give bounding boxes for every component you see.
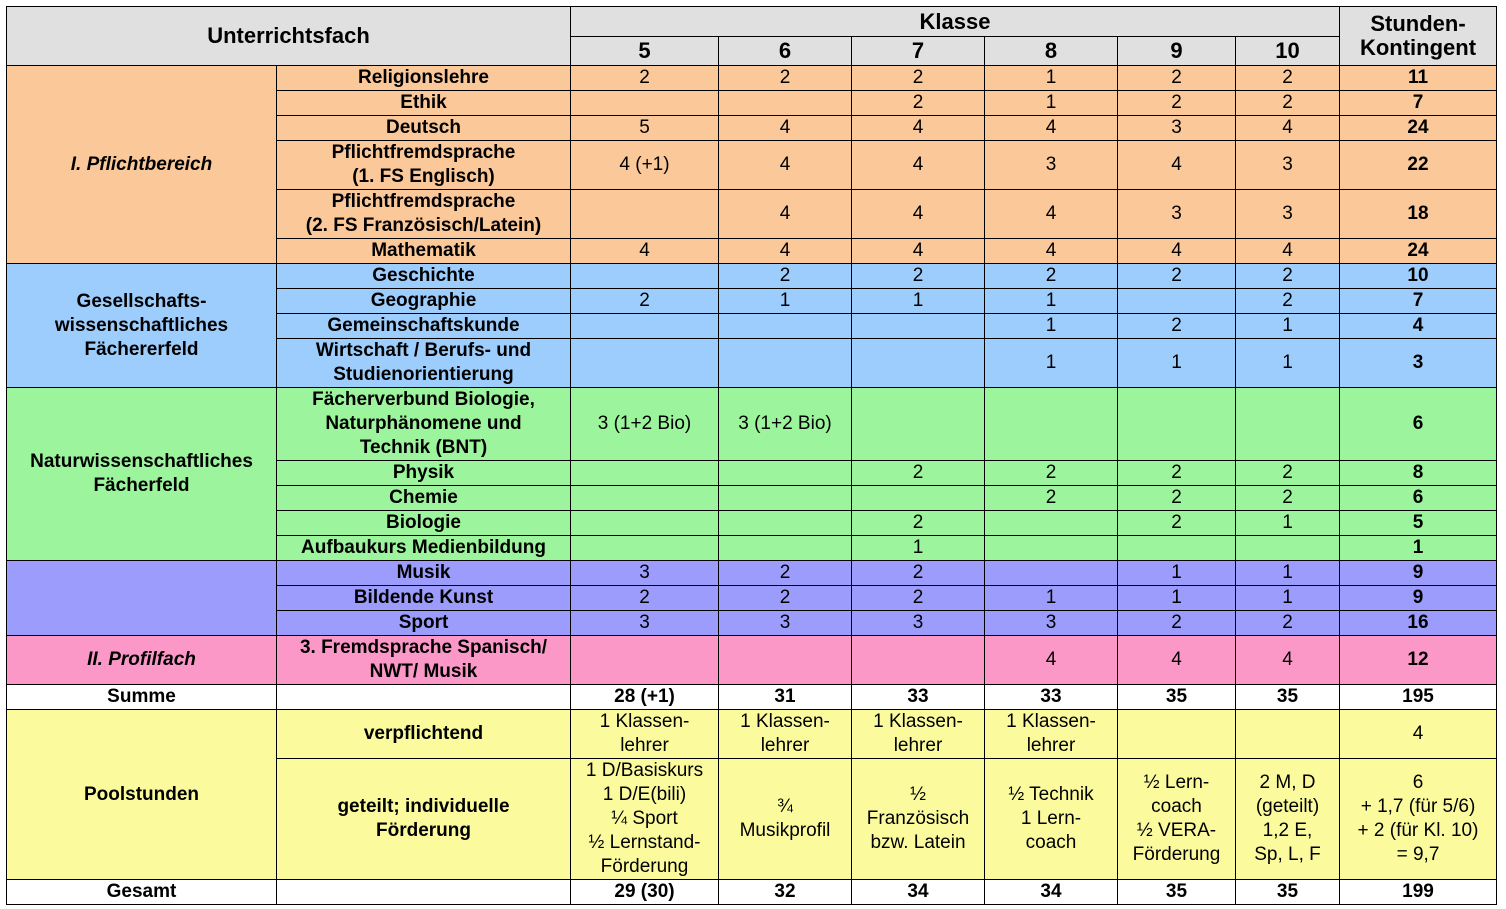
hours-cell: 4 (+1) [571, 141, 719, 190]
hours-cell: 4 [852, 141, 985, 190]
hours-cell: 3 [985, 611, 1118, 636]
hours-cell [571, 264, 719, 289]
hours-cell: 4 [852, 190, 985, 239]
subject-name: Physik [277, 461, 571, 486]
subject-name: 3. Fremdsprache Spanisch/ NWT/ Musik [277, 636, 571, 685]
hours-cell: 4 [719, 116, 852, 141]
gesamt-cell: 35 [1236, 880, 1340, 905]
pool-cell: ½ Lern- coach ½ VERA- Förderung [1118, 759, 1236, 880]
hours-cell: 1 [985, 91, 1118, 116]
hours-cell: 2 [852, 66, 985, 91]
gesamt-cell: 34 [852, 880, 985, 905]
subject-row [7, 264, 1497, 289]
pool-cell: ¾ Musikprofil [719, 759, 852, 880]
hours-cell [719, 314, 852, 339]
hours-cell [985, 388, 1118, 461]
hours-cell: 2 [1236, 289, 1340, 314]
hours-cell: 1 [985, 66, 1118, 91]
hours-cell: 2 [1236, 611, 1340, 636]
hours-cell: 2 [1236, 264, 1340, 289]
subject-name: Ethik [277, 91, 571, 116]
kontingent-cell: 18 [1340, 190, 1497, 239]
hours-cell [1118, 289, 1236, 314]
hours-cell: 4 [852, 239, 985, 264]
hours-cell [571, 636, 719, 685]
stundentafel-table [6, 6, 1497, 905]
subject-name: Pflichtfremdsprache (1. FS Englisch) [277, 141, 571, 190]
hours-cell: 2 [1118, 264, 1236, 289]
hours-cell: 3 [1236, 190, 1340, 239]
hours-cell: 4 [1118, 141, 1236, 190]
hours-cell [1118, 388, 1236, 461]
hours-cell: 4 [719, 141, 852, 190]
hours-cell: 3 [1118, 116, 1236, 141]
hours-cell [852, 486, 985, 511]
gesamt-cell: 29 (30) [571, 880, 719, 905]
hours-cell: 3 [1118, 190, 1236, 239]
hours-cell: 4 [985, 116, 1118, 141]
gesamt-blank [277, 880, 571, 905]
hours-cell [852, 636, 985, 685]
pool-cell: 2 M, D (geteilt) 1,2 E, Sp, L, F [1236, 759, 1340, 880]
subject-name: Bildende Kunst [277, 586, 571, 611]
kontingent-cell: 6 [1340, 388, 1497, 461]
kontingent-cell: 7 [1340, 289, 1497, 314]
hours-cell: 1 [719, 289, 852, 314]
subject-name: Chemie [277, 486, 571, 511]
kontingent-cell: 9 [1340, 561, 1497, 586]
subject-name: Mathematik [277, 239, 571, 264]
table-body [7, 7, 1497, 905]
pool-cell: 1 D/Basiskurs 1 D/E(bili) ¼ Sport ½ Lernstand- Förderung [571, 759, 719, 880]
grade-header: 10 [1236, 37, 1340, 66]
pool-total: 4 [1340, 710, 1497, 759]
gesamt-cell: 34 [985, 880, 1118, 905]
hours-cell: 2 [852, 511, 985, 536]
hours-cell: 4 [719, 239, 852, 264]
hours-cell [985, 561, 1118, 586]
pool-cell: 1 Klassen- lehrer [852, 710, 985, 759]
hours-cell: 1 [852, 536, 985, 561]
kontingent-cell: 4 [1340, 314, 1497, 339]
kontingent-cell: 7 [1340, 91, 1497, 116]
hours-cell: 4 [985, 190, 1118, 239]
summe-cell: 28 (+1) [571, 685, 719, 710]
hours-cell: 2 [1118, 91, 1236, 116]
hours-cell: 3 [571, 561, 719, 586]
subject-name: Gemeinschaftskunde [277, 314, 571, 339]
hours-cell [1236, 536, 1340, 561]
hours-cell: 2 [1118, 486, 1236, 511]
hours-cell: 1 [1236, 339, 1340, 388]
kontingent-cell: 3 [1340, 339, 1497, 388]
kontingent-cell: 5 [1340, 511, 1497, 536]
hours-cell [719, 636, 852, 685]
hours-cell: 1 [1236, 511, 1340, 536]
subject-row [7, 636, 1497, 685]
hours-cell [571, 461, 719, 486]
timetable-container [6, 6, 1497, 905]
subject-row [7, 388, 1497, 461]
hours-cell: 1 [985, 289, 1118, 314]
summe-label: Summe [7, 685, 277, 710]
hours-cell: 3 [985, 141, 1118, 190]
group-label-natur: Naturwissenschaftliches Fächerfeld [7, 388, 277, 561]
hours-cell: 2 [852, 91, 985, 116]
group-label-gesell: Gesellschafts- wissenschaftliches Fächererfeld [7, 264, 277, 388]
subject-row [7, 66, 1497, 91]
summe-total: 195 [1340, 685, 1497, 710]
subject-name: Musik [277, 561, 571, 586]
hours-cell [719, 536, 852, 561]
grade-header: 7 [852, 37, 985, 66]
hours-cell: 4 [852, 116, 985, 141]
pool-cell: ½ Französisch bzw. Latein [852, 759, 985, 880]
kontingent-cell: 6 [1340, 486, 1497, 511]
hours-cell [571, 91, 719, 116]
summe-blank [277, 685, 571, 710]
hours-cell: 4 [1236, 116, 1340, 141]
hours-cell [985, 536, 1118, 561]
hours-cell: 3 [852, 611, 985, 636]
subject-name: Pflichtfremdsprache (2. FS Französisch/Latein) [277, 190, 571, 239]
hours-cell: 4 [571, 239, 719, 264]
pool-cell: 1 Klassen- lehrer [985, 710, 1118, 759]
gesamt-total: 199 [1340, 880, 1497, 905]
hours-cell: 2 [985, 264, 1118, 289]
subject-name: Geographie [277, 289, 571, 314]
kontingent-cell: 22 [1340, 141, 1497, 190]
grade-header: 8 [985, 37, 1118, 66]
hours-cell [719, 339, 852, 388]
hours-cell: 1 [985, 339, 1118, 388]
gesamt-row [7, 880, 1497, 905]
subject-name: Biologie [277, 511, 571, 536]
hours-cell [571, 314, 719, 339]
pool-geteilt-label: geteilt; individuelle Förderung [277, 759, 571, 880]
hours-cell: 2 [1236, 461, 1340, 486]
subject-name: Deutsch [277, 116, 571, 141]
hours-cell: 2 [719, 66, 852, 91]
hours-cell: 4 [985, 636, 1118, 685]
subject-row [7, 561, 1497, 586]
subject-column-header: Unterrichtsfach [7, 7, 571, 66]
grade-header: 6 [719, 37, 852, 66]
pool-cell: ½ Technik 1 Lern- coach [985, 759, 1118, 880]
gesamt-label: Gesamt [7, 880, 277, 905]
summe-cell: 31 [719, 685, 852, 710]
summe-cell: 35 [1236, 685, 1340, 710]
hours-cell: 2 [1118, 611, 1236, 636]
kontingent-cell: 10 [1340, 264, 1497, 289]
hours-cell [985, 511, 1118, 536]
gesamt-cell: 35 [1118, 880, 1236, 905]
hours-cell: 1 [1118, 561, 1236, 586]
pool-cell [1236, 710, 1340, 759]
group-label-profil: II. Profilfach [7, 636, 277, 685]
hours-cell: 4 [1118, 239, 1236, 264]
hours-cell: 1 [985, 586, 1118, 611]
hours-cell: 4 [719, 190, 852, 239]
hours-cell [571, 190, 719, 239]
hours-cell: 3 [1236, 141, 1340, 190]
header-row-klasse [7, 7, 1497, 37]
hours-cell: 2 [852, 586, 985, 611]
hours-cell [1236, 388, 1340, 461]
hours-cell [571, 536, 719, 561]
hours-cell: 3 [571, 611, 719, 636]
subject-name: Aufbaukurs Medienbildung [277, 536, 571, 561]
hours-cell: 2 [1118, 314, 1236, 339]
hours-cell: 4 [1236, 239, 1340, 264]
hours-cell [719, 91, 852, 116]
hours-cell: 1 [852, 289, 985, 314]
hours-cell: 2 [1118, 66, 1236, 91]
hours-cell: 4 [1118, 636, 1236, 685]
hours-cell: 2 [719, 586, 852, 611]
hours-cell: 2 [719, 264, 852, 289]
hours-cell: 1 [1236, 561, 1340, 586]
hours-cell: 5 [571, 116, 719, 141]
hours-cell: 2 [985, 461, 1118, 486]
group-label-kunst [7, 561, 277, 636]
kontingent-cell: 24 [1340, 116, 1497, 141]
hours-cell: 4 [985, 239, 1118, 264]
hours-cell: 1 [985, 314, 1118, 339]
kontingent-cell: 16 [1340, 611, 1497, 636]
summe-row [7, 685, 1497, 710]
pool-verpflichtend-row [7, 710, 1497, 759]
hours-cell: 2 [985, 486, 1118, 511]
hours-cell [719, 511, 852, 536]
summe-cell: 33 [985, 685, 1118, 710]
subject-name: Wirtschaft / Berufs- und Studienorientierung [277, 339, 571, 388]
pool-verpflichtend-label: verpflichtend [277, 710, 571, 759]
hours-cell [571, 339, 719, 388]
hours-cell: 2 [1236, 486, 1340, 511]
gesamt-cell: 32 [719, 880, 852, 905]
hours-cell [1118, 536, 1236, 561]
kontingent-cell: 8 [1340, 461, 1497, 486]
hours-cell: 2 [1118, 461, 1236, 486]
hours-cell: 2 [719, 561, 852, 586]
hours-cell: 4 [1236, 636, 1340, 685]
hours-cell: 1 [1236, 314, 1340, 339]
hours-cell: 3 (1+2 Bio) [719, 388, 852, 461]
kontingent-cell: 12 [1340, 636, 1497, 685]
grade-header: 5 [571, 37, 719, 66]
summe-cell: 35 [1118, 685, 1236, 710]
hours-cell: 2 [571, 66, 719, 91]
hours-cell [571, 511, 719, 536]
group-label-pflicht: I. Pflichtbereich [7, 66, 277, 264]
hours-cell [852, 314, 985, 339]
hours-cell [571, 486, 719, 511]
hours-cell: 3 [719, 611, 852, 636]
subject-name: Fächerverbund Biologie, Naturphänomene und Technik (BNT) [277, 388, 571, 461]
pool-total: 6 + 1,7 (für 5/6) + 2 (für Kl. 10) = 9,7 [1340, 759, 1497, 880]
hours-cell [852, 388, 985, 461]
klasse-header: Klasse [571, 7, 1340, 37]
hours-cell: 2 [571, 289, 719, 314]
pool-label: Poolstunden [7, 710, 277, 880]
hours-cell: 2 [1236, 66, 1340, 91]
hours-cell: 1 [1118, 586, 1236, 611]
pool-cell [1118, 710, 1236, 759]
summe-cell: 33 [852, 685, 985, 710]
hours-cell: 2 [852, 561, 985, 586]
hours-cell [719, 461, 852, 486]
hours-cell: 1 [1236, 586, 1340, 611]
kontingent-cell: 9 [1340, 586, 1497, 611]
hours-cell: 2 [852, 264, 985, 289]
hours-cell: 3 (1+2 Bio) [571, 388, 719, 461]
hours-cell [719, 486, 852, 511]
kontingent-header: Stunden- Kontingent [1340, 7, 1497, 66]
grade-header: 9 [1118, 37, 1236, 66]
subject-name: Geschichte [277, 264, 571, 289]
kontingent-cell: 24 [1340, 239, 1497, 264]
subject-name: Sport [277, 611, 571, 636]
hours-cell: 1 [1118, 339, 1236, 388]
pool-cell: 1 Klassen- lehrer [571, 710, 719, 759]
hours-cell: 2 [1118, 511, 1236, 536]
hours-cell [852, 339, 985, 388]
hours-cell: 2 [852, 461, 985, 486]
hours-cell: 2 [571, 586, 719, 611]
kontingent-cell: 11 [1340, 66, 1497, 91]
hours-cell: 2 [1236, 91, 1340, 116]
pool-cell: 1 Klassen- lehrer [719, 710, 852, 759]
kontingent-cell: 1 [1340, 536, 1497, 561]
subject-name: Religionslehre [277, 66, 571, 91]
